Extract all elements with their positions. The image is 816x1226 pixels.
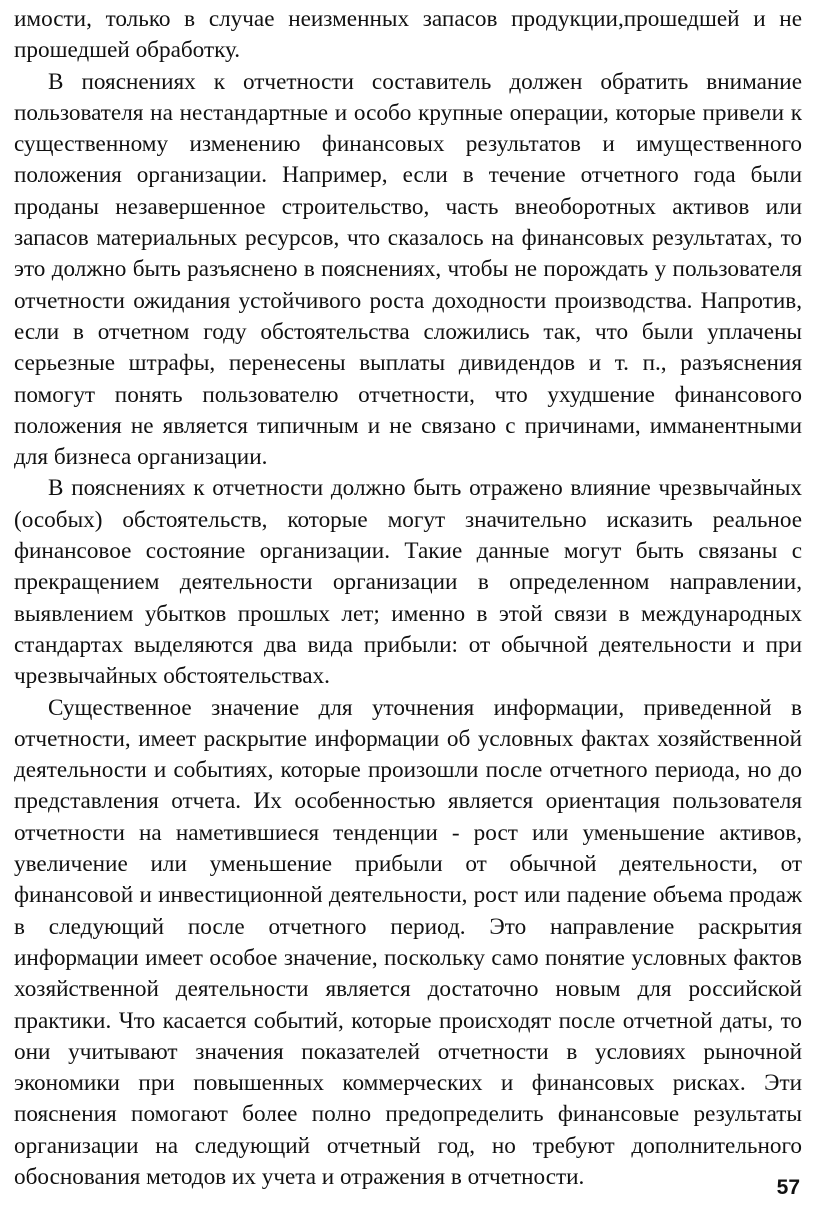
paragraph-unusual-operations: В пояснениях к отчетности составитель должен обратить внимание пользователя на нестандартные и особо крупные операции, которые привели к существенному изменению финансовых результатов и имущественного положения организации. Например, если в течение отчетного года были проданы незавершенное строительство, часть внеоборотных активов или запасов материальных ресурсов, что сказалось на финансовых результатах, то это должно быть разъяснено в пояснениях, чтобы не порождать у пользователя отчетности ожидания устойчивого роста доходности производства. Напротив, если в отчетном году обстоятельства сложились так, что были уплачены серьезные штрафы, перенесены выплаты дивидендов и т. п., разъяснения помогут понять пользователю отчетности, что ухудшение финансового положения не является типичным и не связано с причинами, имманентными для бизнеса организации. — [14, 68, 802, 471]
page-body — [14, 4, 802, 1193]
page-number: 57 — [776, 1176, 800, 1199]
paragraph-continuation: имости, только в случае неизменных запасов продукции,прошедшей и не прошедшей обработку. — [14, 6, 802, 64]
paragraph-contingent-facts: Существенное значение для уточнения информации, приведенной в отчетности, имеет раскрытие информации об условных фактах хозяйственной деятельности и событиях, которые произошли после отчетного периода, но до представления отчета. Их особенностью является ориентация пользователя отчетности на наметившиеся тенденции - рост или уменьшение активов, увеличение или уменьшение прибыли от обычной деятельности, от финансовой и инвестиционной деятельности, рост или падение объема продаж в следующий после отчетного период. Это направление раскрытия информации имеет особое значение, поскольку само понятие условных фактов хозяйственной деятельности является достаточно новым для российской практики. Что касается событий, которые происходят после отчетной даты, то они учитывают значения показателей отчетности в условиях рыночной экономики при повышенных коммерческих и финансовых рисках. Эти пояснения помогают более полно предопределить финансовые результаты организации на следующий отчетный год, но требуют дополнительного обоснования методов их учета и отражения в отчетности. — [14, 694, 802, 1190]
paragraph-extraordinary-circumstances: В пояснениях к отчетности должно быть отражено влияние чрезвычайных (особых) обстоятельств, которые могут значительно исказить реальное финансовое состояние организации. Такие данные могут быть связаны с прекращением деятельности организации в определенном направлении, выявлением убытков прошлых лет; именно в этой связи в международных стандартах выделяются два вида прибыли: от обычной деятельности и при чрезвычайных обстоятельствах. — [14, 475, 802, 690]
